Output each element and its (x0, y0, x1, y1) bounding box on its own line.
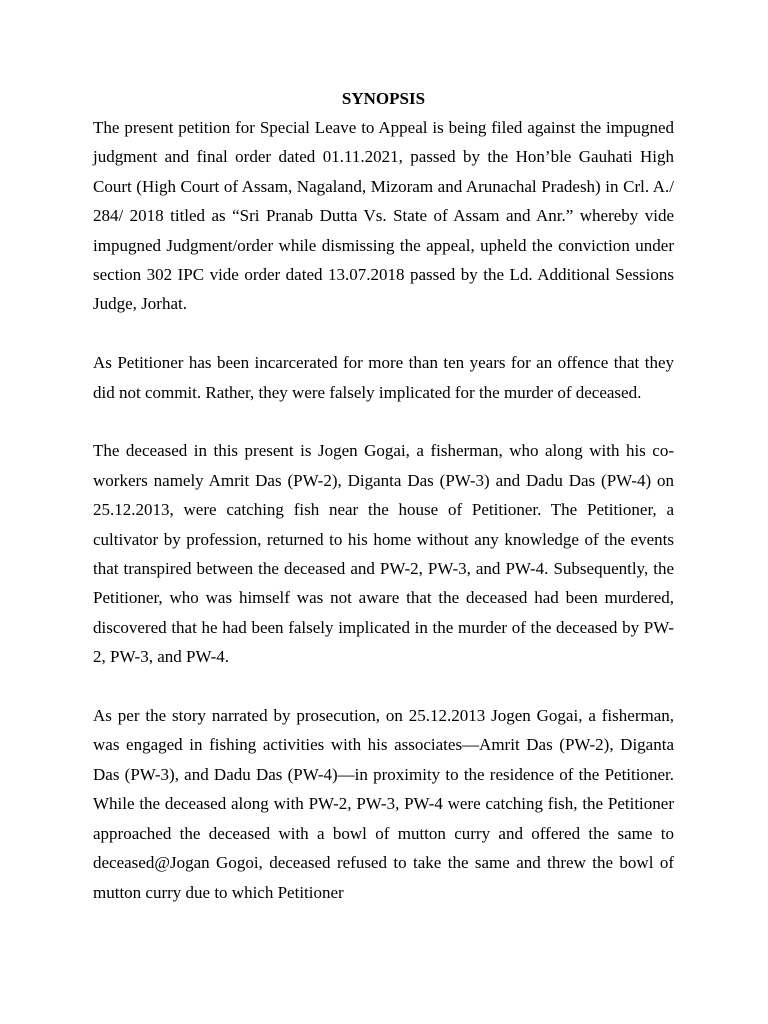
paragraph-1: The present petition for Special Leave to Appeal is being filed against the impugned judgment and final order dated 01.11.2021, passed by the Hon’ble Gauhati High Court (High Court of Assam, Nagaland, Mizoram and Arunachal Pradesh) in Crl. A./ 284/ 2018 titled as “Sri Pranab Dutta Vs. State of Assam and Anr.” whereby vide impugned Judgment/order while dismissing the appeal, upheld the conviction under section 302 IPC vide order dated 13.07.2018 passed by the Ld. Additional Sessions Judge, Jorhat. (93, 118, 674, 314)
paragraph-2: As Petitioner has been incarcerated for more than ten years for an offence that they did not commit. Rather, they were falsely implicated for the murder of deceased. (93, 353, 674, 402)
paragraph-4: As per the story narrated by prosecution, on 25.12.2013 Jogen Gogai, a fisherman, was engaged in fishing activities with his associates—Amrit Das (PW-2), Diganta Das (PW-3), and Dadu Das (PW-4)—in proximity to the residence of the Petitioner. While the deceased along with PW-2, PW-3, PW-4 were catching fish, the Petitioner approached the deceased with a bowl of mutton curry and offered the same to deceased@Jogan Gogoi, deceased refused to take the same and threw the bowl of mutton curry due to which Petitioner (93, 706, 674, 902)
paragraph-3: The deceased in this present is Jogen Gogai, a fisherman, who along with his co-workers namely Amrit Das (PW-2), Diganta Das (PW-3) and Dadu Das (PW-4) on 25.12.2013, were catching fish near the house of Petitioner. The Petitioner, a cultivator by profession, returned to his home without any knowledge of the events that transpired between the deceased and PW-2, PW-3, and PW-4. Subsequently, the Petitioner, who was himself was not aware that the deceased had been murdered, discovered that he had been falsely implicated in the murder of the deceased by PW-2, PW-3, and PW-4. (93, 441, 674, 667)
document-body (93, 84, 674, 936)
document-title: SYNOPSIS (341, 89, 426, 108)
